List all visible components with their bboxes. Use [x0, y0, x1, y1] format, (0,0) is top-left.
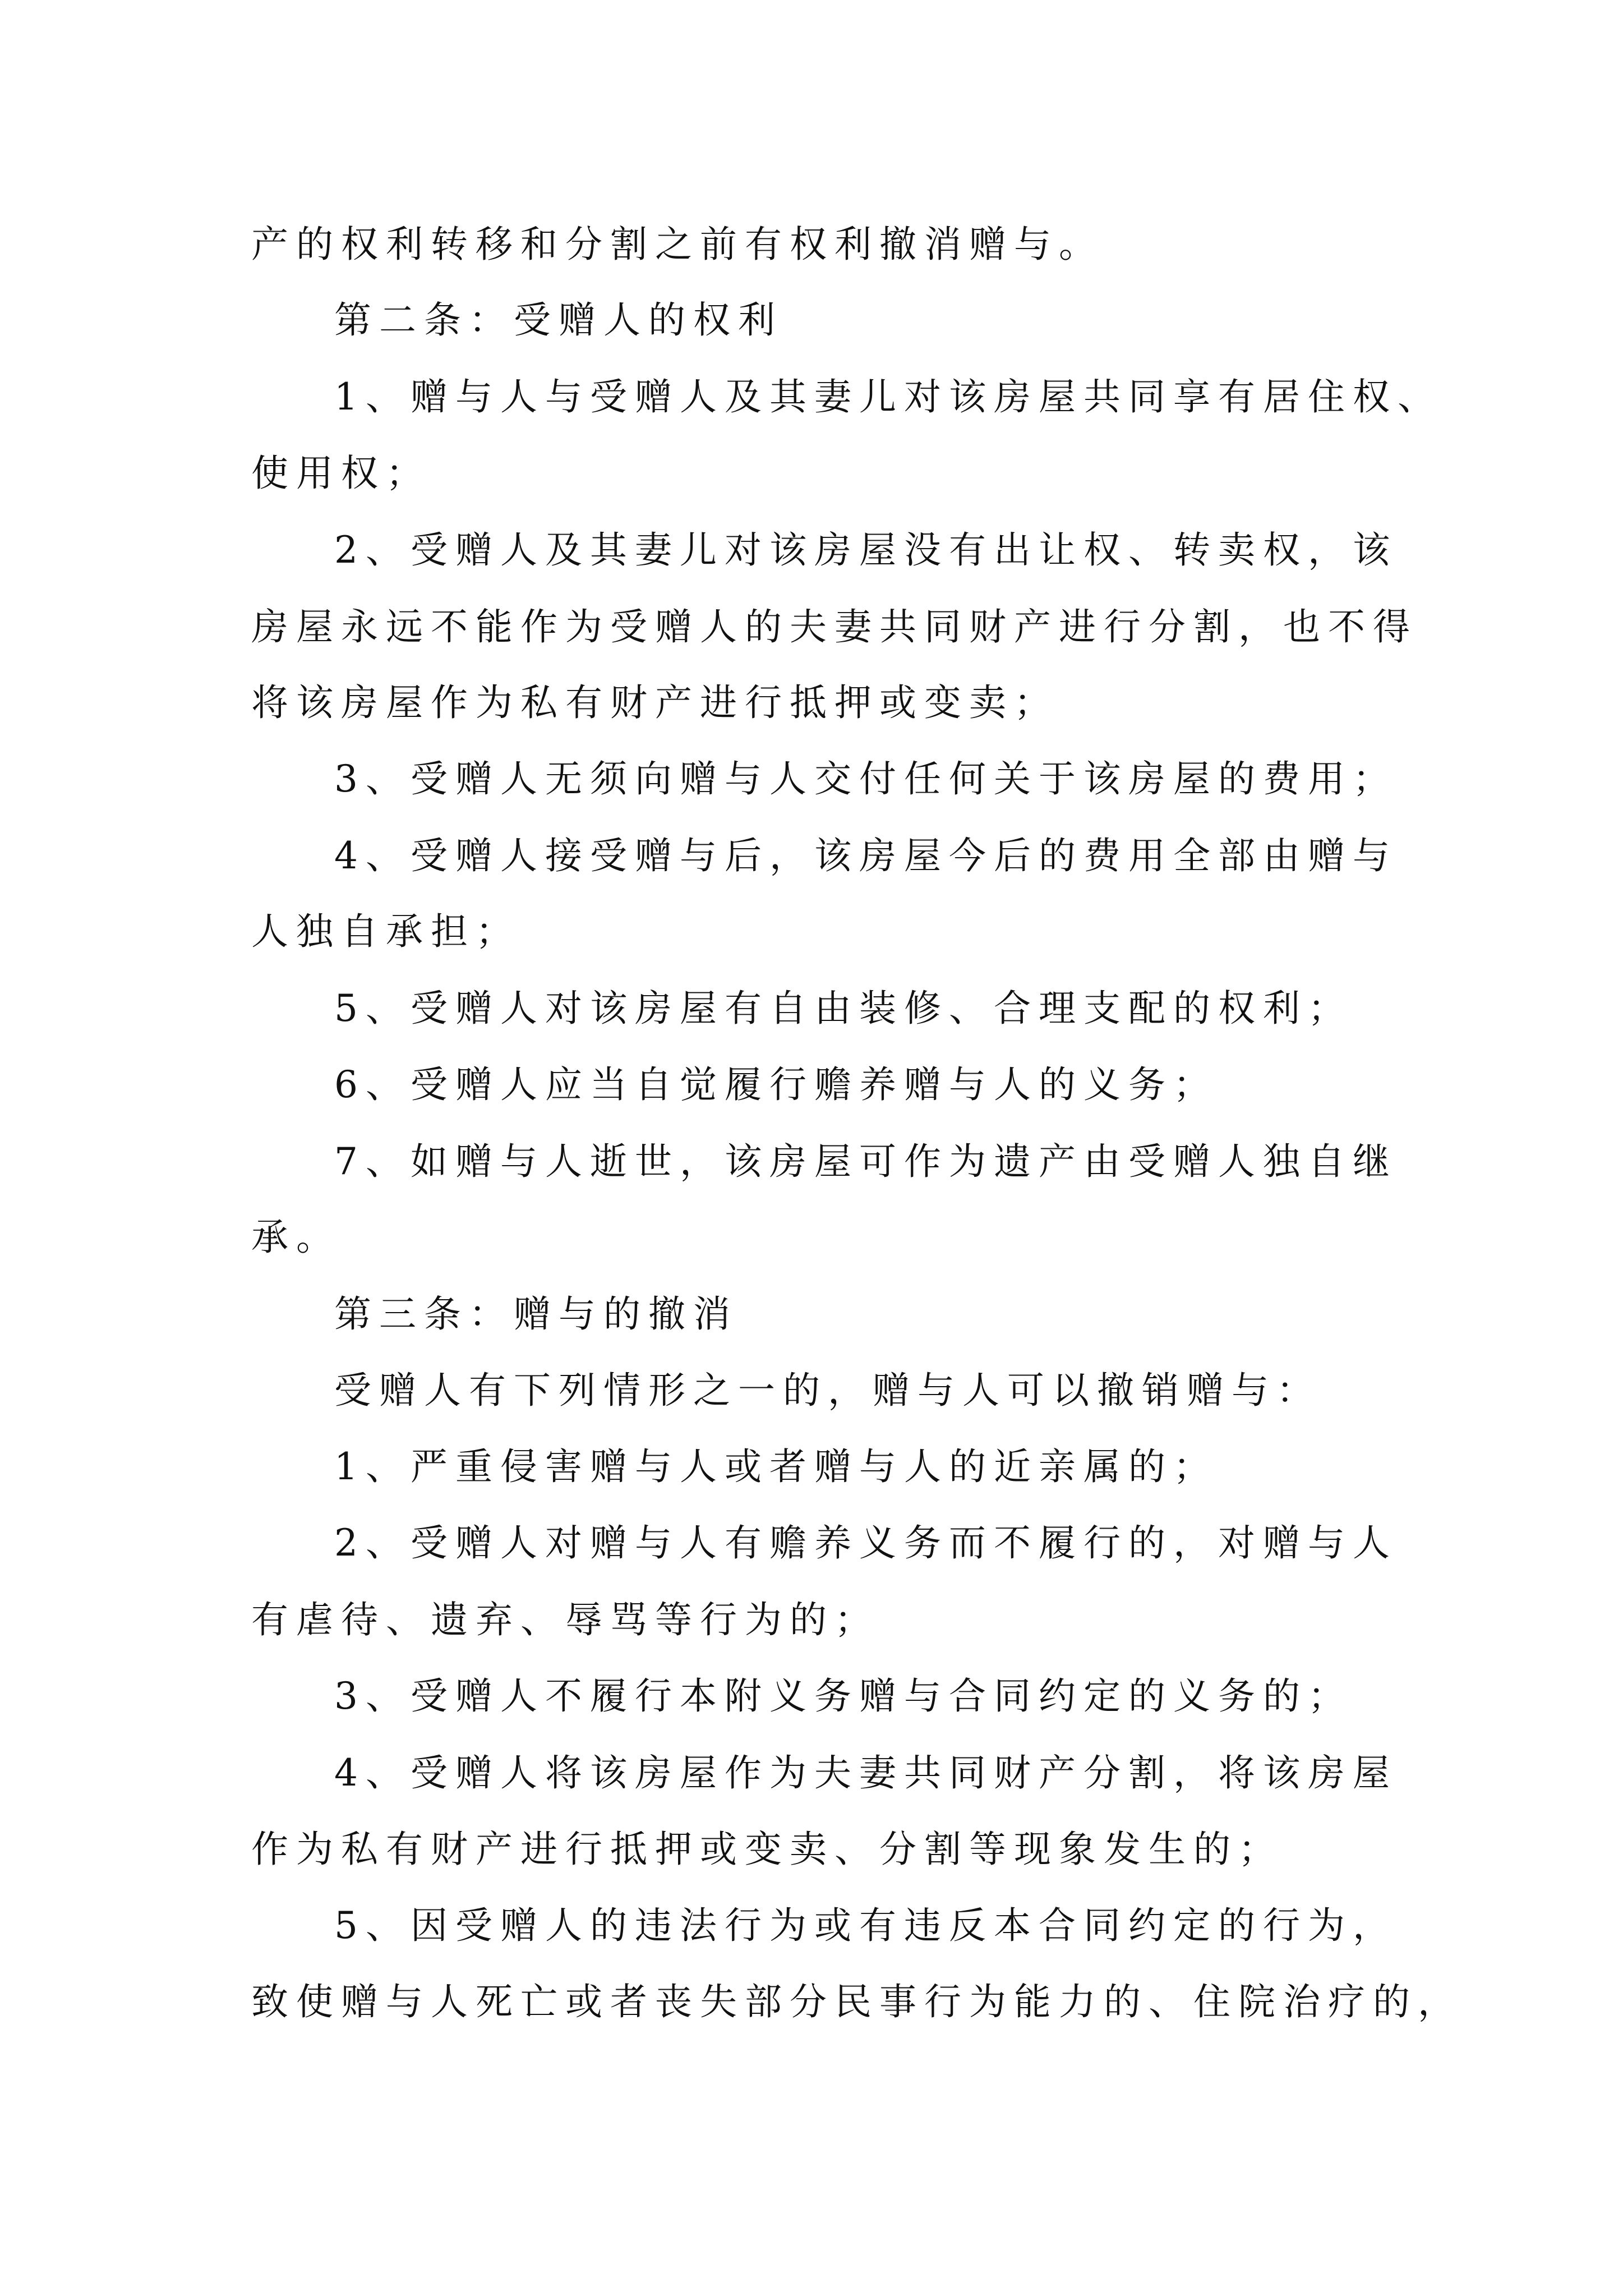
section-heading-article-3: 第三条：赠与的撤消	[334, 1292, 738, 1336]
text-line-article-2-item-4: 4、受赠人接受赠与后，该房屋今后的费用全部由赠与	[334, 834, 1398, 877]
text-line-article-3-intro: 受赠人有下列情形之一的，赠与人可以撤销赠与：	[334, 1369, 1321, 1412]
text-line-continuation: 产的权利转移和分割之前有权利撤消赠与。	[251, 223, 1104, 266]
text-line-article-2-item-4-cont: 人独自承担；	[251, 910, 520, 953]
text-line-article-3-item-2: 2、受赠人对赠与人有赡养义务而不履行的，对赠与人	[334, 1521, 1398, 1565]
text-line-article-3-item-2-cont: 有虐待、遗弃、辱骂等行为的；	[251, 1598, 879, 1641]
text-line-article-3-item-3: 3、受赠人不履行本附义务赠与合同约定的义务的；	[334, 1674, 1353, 1718]
text-line-article-2-item-5: 5、受赠人对该房屋有自由装修、合理支配的权利；	[334, 987, 1353, 1030]
text-line-article-3-item-4: 4、受赠人将该房屋作为夫妻共同财产分割，将该房屋	[334, 1751, 1398, 1795]
text-line-article-2-item-1-cont: 使用权；	[251, 452, 431, 495]
text-line-article-2-item-7: 7、如赠与人逝世，该房屋可作为遗产由受赠人独自继	[334, 1140, 1398, 1183]
text-line-article-2-item-6: 6、受赠人应当自觉履行赡养赠与人的义务；	[334, 1063, 1218, 1106]
text-line-article-2-item-2: 2、受赠人及其妻儿对该房屋没有出让权、转卖权，该	[334, 528, 1398, 572]
section-heading-article-2: 第二条：受赠人的权利	[334, 298, 783, 342]
text-line-article-3-item-1: 1、严重侵害赠与人或者赠与人的近亲属的；	[334, 1445, 1218, 1488]
text-line-article-3-item-5-cont: 致使赠与人死亡或者丧失部分民事行为能力的、住院治疗的，	[251, 1980, 1463, 2023]
text-line-article-2-item-3: 3、受赠人无须向赠与人交付任何关于该房屋的费用；	[334, 757, 1398, 800]
text-line-article-3-item-4-cont: 作为私有财产进行抵押或变卖、分割等现象发生的；	[251, 1828, 1283, 1871]
text-line-article-2-item-2-cont-2: 将该房屋作为私有财产进行抵押或变卖；	[251, 681, 1059, 724]
text-line-article-2-item-7-cont: 承。	[251, 1216, 341, 1259]
text-line-article-3-item-5: 5、因受赠人的违法行为或有违反本合同约定的行为，	[334, 1904, 1398, 1947]
text-line-article-2-item-1: 1、赠与人与受赠人及其妻儿对该房屋共同享有居住权、	[334, 375, 1442, 418]
text-line-article-2-item-2-cont-1: 房屋永远不能作为受赠人的夫妻共同财产进行分割，也不得	[251, 605, 1418, 648]
